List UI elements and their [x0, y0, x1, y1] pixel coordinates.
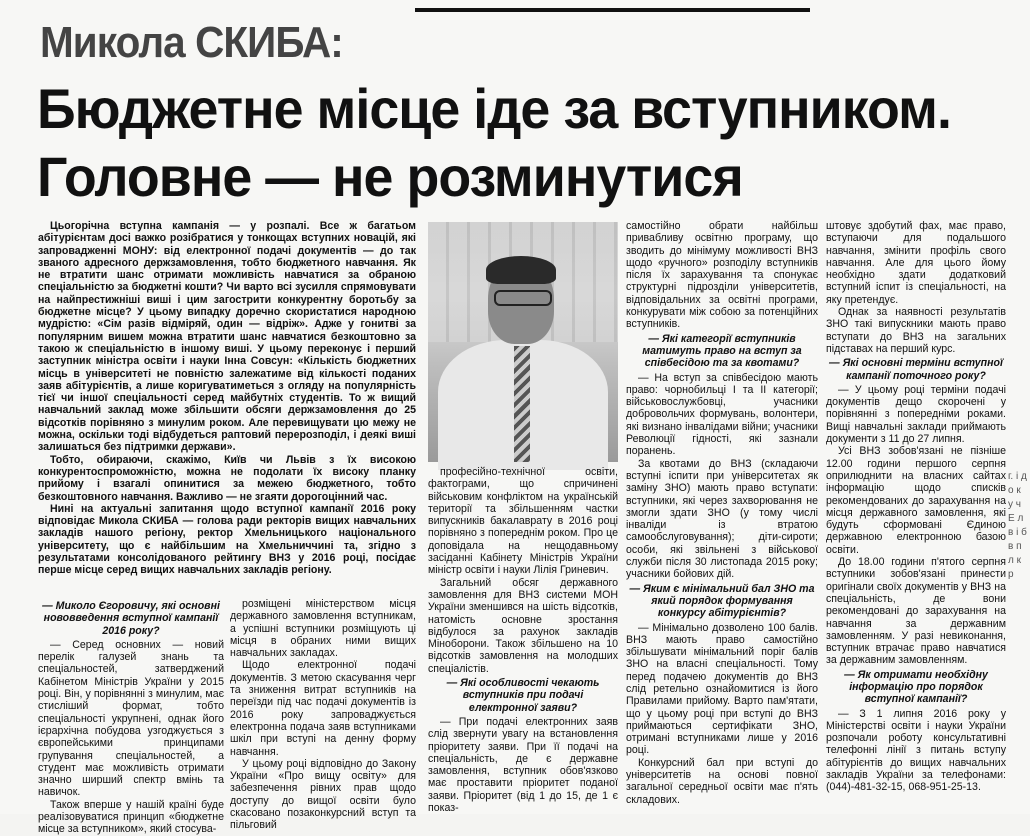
- paragraph: У цьому році відповідно до Закону України «Про вищу освіту» для забезпечення рівних прав щодо доступу до вищої освіти було скасовано позаконкурсний вступ та пільговий: [230, 757, 416, 832]
- paragraph: Однак за наявності результатів ЗНО такі випускники мають право вступати до ВНЗ на загальних підставах на перший курс.: [826, 306, 1006, 355]
- paragraph: штовує здобутий фах, має право, вступаючи для подальшого навчання, змінити профіль свого навчання. Але для цього йому необхідно здати додатковий вступний іспит із спеціальності, на яку претендує.: [826, 220, 1006, 306]
- column-2: [230, 598, 416, 832]
- column-3: [428, 466, 618, 815]
- paragraph: Усі ВНЗ зобов'язані не пізніше 12.00 години першого серпня оприлюднити на власних сайтах інформацію щодо списків рекомендованих до зарахування на місця державного замовлення, які будуть сформовані Єдиною державною електронною базою освіти.: [826, 445, 1006, 556]
- column-5: [826, 220, 1006, 810]
- paragraph: — Мінімально дозволено 100 балів. ВНЗ мають право самостійно збільшувати мінімальний поріг балів ЗНО на власні спеціальності. Тому перед подачею документів до ВНЗ слід ретельно ознайомитися із його Правилами прийому. Варто пам'ятати, що у цьому році при вступі до ВНЗ приймаються сертифікати ЗНО, отримані вступниками лише у 2016 році.: [626, 621, 818, 757]
- headline-name: Микола СКИБА:: [40, 18, 343, 67]
- headline-sub: Головне — не розминутися: [37, 145, 743, 208]
- question: — Миколо Єгоровичу, які основні нововведення вступної кампанії 2016 року?: [42, 600, 220, 637]
- paragraph: — Серед основних — новий перелік галузей знань та спеціальностей, затверджений Кабінетом Міністрів України у 2015 році. Він, у порівнянні з минулим, має стисліший формат, тобто спеціальності укрупнені, однак його ієрархічна побудова узгоджується з європейськими принципами групування спеціальностей, а студент має можливість отримати значно ширший спектр вмінь та навичок.: [38, 638, 224, 799]
- paragraph: — При подачі електронних заяв слід звернути увагу на встановлення пріоритету заяви. При її подачі на спеціальність, де є державне замовлення, вступник обов'язково має проставити пріоритет поданої заяви. Пріоритет (від 1 до 15, де 1 є показ-: [428, 715, 618, 815]
- paragraph: Конкурсний бал при вступі до університетів на основі повної загальної середньої освіти має п'ять складових.: [626, 756, 818, 806]
- headline-main: Бюджетне місце іде за вступником.: [37, 77, 951, 140]
- paragraph: — З 1 липня 2016 року у Міністерстві освіти і науки України розпочали роботу консультативні телефонні лінії з питань вступу абітурієнтів до вищих навчальних закладів України за телефонами: (044)-481-32-15, 068-951-25-13.: [826, 707, 1006, 794]
- question: — Які особливості чекають вступників при подачі електронної заяви?: [446, 677, 600, 714]
- lead-paragraph: Тобто, обираючи, скажімо, Київ чи Львів з їх високою конкурентоспроможністю, можна не подолати їх високу планку прийому і взагалі опинитися за межею бюджетного, тобто безкоштовного навчання. Важливо — не згаяти дорогоцінний час.: [38, 453, 416, 503]
- question: — Які основні терміни вступної кампанії поточного року?: [829, 357, 1003, 382]
- lead-paragraph: Нині на актуальні запитання щодо вступної кампанії 2016 року відповідає Микола СКИБА — голова ради ректорів вищих навчальних закладів нашого регіону, ректор Хмельницького національного університету, що є найбільшим на Хмельниччині та, згідно з результатами консолідованого рейтингу ВНЗ у 2016 році, посідає перше місце серед вищих навчальних закладів регіону.: [38, 502, 416, 577]
- paragraph: — У цьому році терміни подачі документів дещо скорочені у порівнянні з попередніми роками. Вищі навчальні заклади приймають документи з 11 до 27 липня.: [826, 383, 1006, 446]
- paragraph: самостійно обрати найбільш привабливу освітню програму, що зводить до мінімуму можливості ВНЗ щодо «ручного» розподілу вступників після їх зарахування та спонукає структурні підрозділи університетів, відповідальних за освітні програми, конкурувати між собою за потенційних вступників.: [626, 220, 818, 331]
- adjacent-page-edge-text: г. і д о к у ч Е л в і б в п л к р: [1008, 471, 1027, 580]
- paragraph: професійно-технічної освіти, фактограми, що спричинені військовим конфліктом на українській території та збільшенням частки випускників бакалаврату в 2016 році порівняно з попереднім роком. Про це доповідала на нещодавньому засіданні Кабінету Міністрів України міністр освіти і науки Лілія Гриневич.: [428, 466, 618, 577]
- lead-block: [38, 220, 416, 595]
- paragraph: До 18.00 години п'ятого серпня вступники зобов'язані принести оригінали своїх документів у ВНЗ на спеціальність, де вони рекомендовані до зарахування на навчання за державним замовленням. У разі невиконання, вступник втрачає право навчатися за державним замовленням.: [826, 556, 1006, 667]
- question: — Як отримати необхідну інформацію про порядок вступної кампанії?: [844, 668, 988, 706]
- question: — Яким є мінімальний бал ЗНО та який порядок формування конкурсу абітурієнтів?: [629, 582, 815, 620]
- lead-paragraph: Цьогорічна вступна кампанія — у розпалі. Все ж багатьом абітурієнтам досі важко розібратися у тонкощах вступних новацій, які запровадженні МОНУ: від електронної подачі документів — до так званого адресного держзамовлення, тобто бюджетного навчання. Як не втратити шанс отримати можливість навчатися за обраною спеціальністю за бюджетні кошти? Чи варто всі зусилля спрямовувати на найпрестижніші виші і цим загострити конкурентну боротьбу за бюджетне місце? У цьому випадку доречно скористатися народною мудрістю: «Сім разів відміряй, один — відріж». Адже у гонитві за популярним вишем можна втратити шанс навчатися безкоштовно за такою ж спеціальністю в іншому виші. У цьому переконує і перший заступник міністра освіти і науки Інна Совсун: «Кількість бюджетних місць в університеті не повністю залежатиме від кількості поданих заяв абітурієнтів, а лише коригуватиметься з огляду на популярність тієї чи іншої спеціальності серед майбутніх студентів. То ж вищий навчальний заклад може збільшити обсяги держзамовлення до 25 відсотків порівняно з минулим роком. Але перевищувати цю межу не можна, оскільки тоді відбудеться раптовий перерозподіл, і деякі виші залишаться без підтримки держави».: [38, 220, 416, 454]
- paragraph: Загальний обсяг державного замовлення для ВНЗ системи МОН України зменшився на шість відсотків, натомість основне зростання відбулося за рахунок закладів Міноборони. Також збільшено на 10 відсотків замовлення на молодших спеціалістів.: [428, 576, 618, 675]
- paragraph: Щодо електронної подачі документів. З метою скасування черг та зниження витрат вступників на переїзди під час подачі документів із 2016 року запроваджується електронна подача заяв вступниками шкіл при вступі на денну форму навчання.: [230, 659, 416, 758]
- paragraph: — На вступ за співбесідою мають право: чорнобильці І та ІІ категорії; військовослужбовці, учасники добровольчих формувань, волонтери, які визнано інвалідами війни; учасники Революції гідності, які зазнали поранень.: [626, 371, 818, 458]
- column-4: [626, 220, 818, 810]
- paragraph: розміщені міністерством місця державного замовлення вступникам, а успішні вступники розміщують ці місця в обраних ними вищих навчальних закладах.: [230, 598, 416, 660]
- portrait-photo: [428, 222, 618, 462]
- paragraph: За квотами до ВНЗ (складаючи вступні іспити при університетах як заміну ЗНО) мають право вступати: вступники, які через захворювання не змогли здати ЗНО (у тому числі інваліди із втратою самообслуговування); діти-сироти; особи, які звільнені з військової служби після 30 листопада 2015 року; учасники бойових дій.: [626, 457, 818, 581]
- paragraph: Також вперше у нашій країні буде реалізовуватися принцип «бюджетне місце за вступником», який стосува-: [38, 798, 224, 836]
- column-1: [38, 598, 224, 836]
- top-rule: [415, 8, 810, 12]
- question: — Які категорії вступників матимуть право на вступ за співбесідою та за квотами?: [642, 332, 802, 370]
